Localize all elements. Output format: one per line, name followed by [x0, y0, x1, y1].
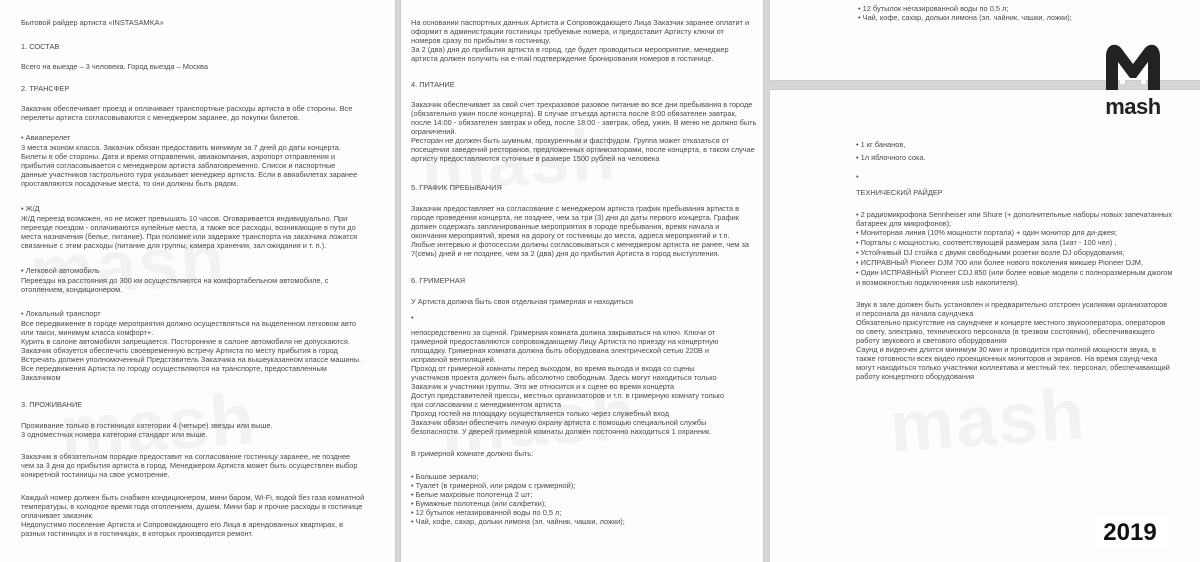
text-line: Заказчик в обязательном порядке предоставит на согласование гостиницу заранее, не позднее — [21, 452, 351, 461]
text-line: номеров сразу по прибытии в гостиницу. — [411, 36, 551, 45]
text-line: батареек для микрофонов); — [856, 219, 952, 228]
text-line: • 1л яблочного сока. — [856, 153, 926, 162]
text-line: • 12 бутылок негазированной воды по 0,5 л; — [411, 508, 562, 517]
text-line: Проживание только в гостиницах категории 4 (четыре) звезды или выше. — [21, 421, 273, 430]
text-line: Заказчик обязан обеспечить личную охрану артиста с помощью специальной службы — [411, 418, 707, 427]
text-line: должен содержать запланированные мероприятия в городе пребывания, время начала и — [411, 222, 720, 231]
document-page-1 — [0, 0, 395, 562]
text-line: Каждый номер должен быть снабжен кондиционером, мини баром, Wi-Fi, водой без газа комнатной — [21, 493, 365, 502]
text-line: • Белые махровые полотенца 2 шт; — [411, 490, 533, 499]
text-line: Бытовой райдер артиста «INSTASAMKA» — [21, 18, 164, 27]
text-line: • Авиаперелет — [21, 133, 71, 142]
text-line: • Локальный транспорт — [21, 309, 101, 318]
text-line: • Туалет (в гримерной, или рядом с гримерной); — [411, 481, 576, 490]
text-line: переезде поездом - оплачиваются купейные места, а также все расходы, возникающие в пути до — [21, 223, 356, 232]
text-line: Заказчик предоставляет на согласование с менеджером артиста график пребывания артиста в — [411, 204, 740, 213]
text-line: • 12 бутылок негазированной воды по 0,5 л; — [858, 4, 1009, 13]
text-line: отоплением, кондиционером. — [21, 285, 123, 294]
text-line: прибытия согласовывается с менеджером артиста заблаговременно. Список и паспортные — [21, 161, 336, 170]
year-badge: 2019 — [1093, 517, 1167, 549]
text-line: исправной вентиляцией. — [411, 355, 496, 364]
text-line: Заказчик обязуется обеспечить своевременную встречу Артиста по месту прибытия в город — [21, 346, 338, 355]
text-line: • Чай, кофе, сахар, дольки лимона (эл. чайник, чашки, ложки); — [858, 13, 1072, 22]
text-line: • Бумажные полотенца (или салфетки); — [411, 499, 547, 508]
text-line: работу концертного оборудования — [856, 372, 975, 381]
text-line: В гримерной комнате должно быть: — [411, 449, 534, 458]
text-line: или такси, минимум класса комфорт+. — [21, 328, 154, 337]
text-line: данные участников гастрольного тура указывает менеджер артиста. Если в авиабилетах заранее — [21, 170, 358, 179]
logo-text: mash — [1105, 94, 1161, 119]
text-line: • 2 радиомикрофона Sennheiser или Shure (+ дополнительные наборы новых запечатанных — [856, 210, 1173, 219]
text-line: У Артиста должна быть своя отдельная гримерная и находиться — [411, 297, 634, 306]
mash-logo — [1102, 38, 1164, 120]
text-line: • Ж/Д — [21, 204, 40, 213]
text-line: • 1 кг бананов, — [856, 140, 906, 149]
text-line: Проход от гримерной комнаты перед выходом, во время выхода и входа со сцены — [411, 364, 695, 373]
text-line: Встречать должен уполномоченный Представитель Заказчика на вышеуказанном классе машины. — [21, 355, 361, 364]
text-line: и персонала до начала саундчека — [856, 309, 974, 318]
text-line: Недопустимо поселение Артиста и Сопровождающего его Лица в арендованных квартирах, в — [21, 520, 344, 529]
text-line: окончания мероприятий, время на дорогу от гостиницы до места, адреса мероприятий и т.п. — [411, 231, 730, 240]
text-line: Звук в зале должен быть установлен и предварительно отстроен усилиями организаторов — [856, 300, 1168, 309]
text-line: после 14:00 - обязателен завтрак и обед, после 18:00 - завтрак, обед, ужин. В меню не должно быть — [411, 118, 757, 127]
text-line: участников проекта должен быть абсолютно свободным. Здесь могут находиться только — [411, 373, 717, 382]
text-line: конкретной гостиницы на свое усмотрение. — [21, 470, 170, 479]
text-line: работу звукового и светового оборудования — [856, 336, 1007, 345]
text-line: За 2 (два) дня до прибытия артиста в город, где будет проводиться мероприятие, менеджер — [411, 45, 729, 54]
mash-logo-icon — [1102, 38, 1164, 94]
text-line: Заказчик обеспечивает за свой счет трехразовое разовое питание во все дни пребывания в городе — [411, 100, 753, 109]
text-line: • — [411, 313, 414, 322]
text-line: 3 места эконом класса. Заказчик обязан предоставить минимум за 7 дней до даты концерта. — [21, 143, 341, 152]
text-line: места назначения (белье, питание). При поломке или задержке транспорта на заказчика ложатся — [21, 232, 358, 241]
text-line: • ИСПРАВНЫЙ Pioneer DJM 700 или более нового поколения микшер Pioneer DJM, — [856, 258, 1144, 267]
text-line: связанные с этим расходы (питание для группы, камера хранения, зал ожидания и т. п.). — [21, 241, 327, 250]
text-line: при согласовании с менеджментом артиста — [411, 400, 562, 409]
text-line: могут находиться только участники коллектива и местный тех. персонал, обеспечивающий — [856, 363, 1170, 372]
text-line: также готовности всех видео проекционных мониторов и экранов. На время саунд-чека — [856, 354, 1158, 363]
text-line: посещения заведений ресторанов, предложенных организаторами, после концерта, в таком случае — [411, 145, 755, 154]
text-line: 4. ПИТАНИЕ — [411, 80, 455, 89]
text-line: Заказчик обеспечивает проезд и оплачивает транспортные расходы артиста в обе стороны. Все — [21, 104, 353, 113]
text-line: Ресторан не должен быть шумным, прокуренным и фастфудом. Группа может отказаться от — [411, 136, 729, 145]
text-line: Обязательно присутствие на саундчеке и концерте местного звукооператора, операторов — [856, 318, 1166, 327]
text-line: Доступ представителей прессы, местных организаторов и т.п. в гримерную комнату только — [411, 391, 724, 400]
text-line: 3 одноместных номера категории стандарт или выше. — [21, 430, 208, 439]
text-line: Билеты в обе стороны. Дата и время отправления, авиакомпания, аэропорт отправления и — [21, 152, 336, 161]
text-line: 7(семь) дней и не позднее, чем за 2 (два) дня до прибытия Артиста в город выступления. — [411, 249, 720, 258]
text-line: Саунд и видеочек длится минимум 30 мин и проводится при полной мощности звука, в — [856, 345, 1156, 354]
text-line: безопасности. У дверей гримерной комнаты должен постоянно находиться 1 охранник. — [411, 427, 712, 436]
text-line: Всего на выезде – 3 человека. Город выезда – Москва — [21, 62, 209, 71]
text-line: артисту предоставляются суточные в размере 1500 рублей на человека — [411, 154, 660, 163]
text-line: • Легковой автомобиль — [21, 266, 100, 275]
text-line: Любые интервью и фотосессии должны согласовываться с менеджером артиста не ранее, чем за — [411, 240, 749, 249]
text-line: разных гостиницах и в гостиницах, в которых производится ремонт. — [21, 529, 254, 538]
text-line: городе проведения концерта, не позднее, чем за три (3) дня до даты первого концерта. График — [411, 213, 740, 222]
document-page-4 — [770, 90, 1200, 562]
text-line: проставляются посадочные места, то они должны быть рядом. — [21, 179, 239, 188]
text-line: ТЕХНИЧЕСКИЙ РАЙДЕР — [856, 188, 943, 197]
text-line: по свету, электрико, технического персонала (в трезвом состоянии), обеспечивающего — [856, 327, 1155, 336]
text-line: • Чай, кофе, сахар, дольки лимона (эл. чайник, чашки, ложки); — [411, 517, 625, 526]
text-line: 1. СОСТАВ — [21, 42, 60, 51]
text-line: оплачивает заказчик. — [21, 511, 94, 520]
text-line: непосредственно за сценой. Гримерная комната должна закрываться на ключ. Ключи от — [411, 328, 716, 337]
text-line: оформит в администрации гостиницы требуемые номера, и предоставит Артисту ключи от — [411, 27, 724, 36]
text-line: 3. ПРОЖИВАНИЕ — [21, 400, 83, 409]
text-line: • — [856, 172, 859, 181]
text-line: гримерной предоставляются сопровождающему Лицу Артиста по приезду на концертную — [411, 337, 719, 346]
text-line: чем за 3 дня до прибытия артиста в город. Менеджером Артиста может быть осуществлен выбор — [21, 461, 358, 470]
watermark — [887, 373, 1088, 468]
text-line: 5. ГРАФИК ПРЕБЫВАНИЯ — [411, 183, 502, 192]
text-line: Курить в салоне автомобиля запрещается. Посторонние в салоне автомобиля не допускаются. — [21, 337, 350, 346]
text-line: • Большое зеркало; — [411, 472, 479, 481]
text-line: • Порталы с мощностью, соответствующей размерам зала (1кат - 100 чел) , — [856, 238, 1117, 247]
text-line: На основании паспортных данных Артиста и Сопровождающего Лица Заказчик заранее оплатит и — [411, 18, 750, 27]
text-line: ограничений. — [411, 127, 457, 136]
text-line: температуры, в холодное время года отоплением, душем. Мини бар и прочие расходы в гостинице — [21, 502, 363, 511]
text-line: • Устойчивый DJ стойка с двумя свободными розетки возле DJ оборудования; — [856, 248, 1125, 257]
text-line: перелеты артиста согласовываются с менеджером заранее, до покупки билетов. — [21, 113, 300, 122]
text-line: артиста должен получить на e-mail подтверждение бронирования номеров в гостинице. — [411, 54, 714, 63]
text-line: Проход гостей на площадку осуществляется только через служебный вход — [411, 409, 670, 418]
text-line: • Один ИСПРАВНЫЙ Pioneer CDJ 850 (или более новые модели с полноразмерным джогом — [856, 268, 1173, 277]
text-line: Ж/Д переезд возможен, но не может превышать 10 часов. Оговаривается индивидуально. При — [21, 214, 348, 223]
text-line: 6. ГРИМЕРНАЯ — [411, 276, 466, 285]
text-line: • Мониторная линия (10% мощности портала) + один монитор для ди-джея; — [856, 228, 1117, 237]
text-line: Заказчиком — [21, 373, 61, 382]
text-line: (обязательно ужин после концерта). В случае отъезда артиста после 8:00 обязателен завтрак, — [411, 109, 737, 118]
document-page-2 — [401, 0, 763, 562]
text-line: Заказчик и участники группы. Это же относится и к сцене во время концерта — [411, 382, 675, 391]
text-line: 2. ТРАНСФЕР — [21, 84, 70, 93]
text-line: Все передвижения Артиста по городу осуществляются на транспорте, предоставленным — [21, 364, 327, 373]
text-line: площадку. Гримерная комната должна быть оборудована электрической сетью 220В и — [411, 346, 709, 355]
text-line: Переезды на расстояния до 300 км осуществляются на комфортабельном автомобиле, с — [21, 276, 329, 285]
text-line: и возможностью подключения usb накопителя). — [856, 278, 1020, 287]
text-line: Все передвижение в городе мероприятия должно осуществляться на выделенном легковом авто — [21, 319, 357, 328]
